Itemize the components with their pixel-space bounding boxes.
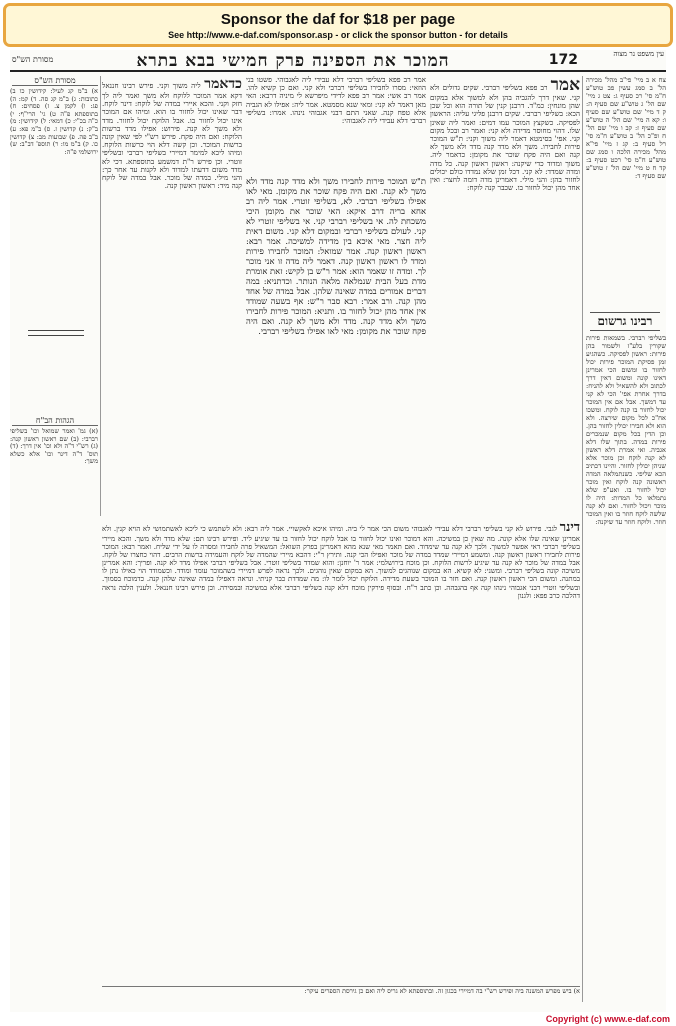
rashi-text: רב פפא בשליפי רברבי. שקים גדולים ולא קני. שאין דרך להגביה בהן ולא למשוך אלא במקום שהן מונחין: כמ"ד. דרבנן קנין של תורה הוא וכל שכן הכא: בשליפי רברבי. שקים דרבנן פליגי עליה: הראשון לפסיקה. כשקצץ המוכר עמו דמים: ואמר ליה שאינן שלו. דהוי מחוסר מדידה ולא קני: ואמר רב ובכל מקום קני. אפי' בסימטא דאמר ליה משוך וקני: ת"ש המוכר פירות לחבירו. משך ולא מדד קנה מדד ולא משך לא קנה ואם היה פקח שוכר את מקומן: כדאמר ליה. משוך ומדוד כדי שיקנה: ראשון ראשון קנה. כל מדה ומדה שמדד: לא קני. דכל זמן שלא נמדדו כולם יכולים לחזור בהן: והני מילי. דאמרינן מדה דומה לחצר: ואין אחד מהן יכול לחזור בו. שכבר קנה לוקח: xyxy=(430,83,580,193)
ein-mishpat-column: צח א ב מיי' פי"ב מהל' מכירה הל' ב סמג עשין פב טוש"ע ח"מ סי' רכ סעיף ג: צט ג מיי' שם הל' ג טוש"ע שם סעיף ה: ק ד מיי' שם טוש"ע שם סעיף ו: קא ה מיי' שם הל' ה טוש"ע שם סעיף ז: קב ו מיי' שם הל' ח ופ"כ הל' ב טוש"ע ח"מ סי' רל סעיף ב: קג ז מיי' פי"א מהל' מכירה הלכה ו סמג שם טוש"ע ח"מ סי' רכט סעיף ב: קד ח ט מיי' שם הל' ז טוש"ע שם סעיף ד: xyxy=(586,76,666,180)
page-title: המוכר את הספינה פרק חמישי בבא בתרא xyxy=(136,51,450,71)
gemara-top-text: אמר רב פפא בשליפי רברבי דלא עבידי ליה לאגבוהי. פשטו בני הוזאי: מסרו לחבירו בשליפי רברבי ולא קני. ואם כן קשיא להו. אמר רב אשי: אמר רב פפא לדידי מיפרשא לי מיניה דרבא: האי מאן דאמר לא קני: ומאי שנא מסמטא. אמר ליה: אפילו לא הגביה אלא טפח קנה. שאני התם דבני אגבוהי נינהו. אמרו: בשליפי רברבי דלא עבידי ליה לאגבוהי: xyxy=(246,76,426,126)
hagahot-column: (א) גמ' ואמר שמואל וכו' בשליפי רברבי: (ב) שם ראשון ראשון קנה: (ג) רש"י ד"ה ולא וכו' אין דרך: (ד) תוס' ד"ה דינר וכו' אלא כשלא משך: xyxy=(10,428,98,466)
rabbenu-gershom-heading: רבינו גרשום xyxy=(590,312,660,331)
lower-lead-word: דינר xyxy=(559,520,580,535)
page-header xyxy=(10,50,666,72)
sponsor-subtitle: See http://www.e-daf.com/sponsor.asp - or click the sponsor button - for details xyxy=(168,30,508,40)
sponsor-title: Sponsor the daf for $18 per page xyxy=(220,11,456,28)
page-number: 172 xyxy=(548,52,578,68)
masoret-column: א) ב"מ קג לעיל: קידושין כו ב) כתובות: ג) ב"מ קג סה. ד) קמ: ה) פג: ו) לקמן צ. ז) פסחים: ח) בתוספתא פ"ה ט) גי' הרי"ף: י) כ"ה בכ"י: כ) דמאי: ל) קידושין: מ) ב"ק: נ) קדושין ז. ס) ב"מ פא: ע) ב"ב פה. פ) שבועות מב: צ) קדושין כו. ק) ב"מ מו: ר) תוספ' דב"ב: ש) ירושלמי פ"ה: xyxy=(10,88,98,156)
rabbenu-gershom-column: בשליפי רברבי. בשמאות פירות שקורין בלע"ז ולשמור בהן פירות: ראשון לפסיקה. כשהגיע זמן פסיקת המוכר פירות יכול לחזור בו ומשום הכי אמרינן דאינו קונה ומשום דאין דרך לכתוב ולא להשאיל ולא להניח: בדרך אחרת אפי' הכי לא קני עד דמשך. אבל אם אין המוכר יכול לחזור בו קנה לוקח. ומשכו אח"כ לכל מקום שירצה. ולא הוא ולא חבירו יכולין לחזור בהן. וכן הדין בכל מקום שנמכרים פירות במדה. בתוך שלו דלא אגביה. ואי אמרת דלא ראשון לא קנה לוקח וכן מוכר אלא שניהן יכולין לחזור. והיינו דכתיב הכא שליפי. כשנתמלאה המדה ראשונה קנה לוקח ואין מוכר יכול לחזור בו. ואע"פ שלא נתמלאו כל המדות: היה לו מוכר ויכול לחזור. ואם לא קנה שלשה לוקח חוזר בו ואין המוכר חוזר. ולוקח חוזר עד שיקנה: xyxy=(586,334,666,526)
lower-commentary xyxy=(102,520,580,982)
rashi-column xyxy=(430,76,580,516)
hagahot-heading: הגהות הב"ח xyxy=(12,416,98,426)
column-divider xyxy=(100,76,101,516)
tosafot-column xyxy=(102,76,242,516)
masoret-heading: מסורת הש"ס xyxy=(12,76,98,86)
ein-mishpat-header: עין משפט נר מצוה xyxy=(613,50,664,58)
ornament-divider xyxy=(28,330,84,336)
footnote: א) ביש מפרש המשנה ביה ופירש רש"י בה דמיירי בכגון זה. ובתוספתא לא גריס ליה ואם כן גירסת הספרים עיקר: xyxy=(102,986,580,1006)
tosafot-lead-word: כדאמר xyxy=(204,76,242,92)
gemara-text: ת"ש המוכר פירות לחבירו משך ולא מדד קנה מדד ולא משך לא קנה. ואם היה פקח שוכר את מקומן. מאי לאו אפילו בשליפי רברבי. לא, בשליפי זוטרי. אמר ליה רב אחא בריה דרב איקא: האי שוכר את מקומן היכי משכחת לה. אי בשליפי רברבי קני. אי בשליפי זוטרי לא קני. לעולם בשליפי רברבי ובמקום דלא קני. משום דאית ליה חצר. מאי איכא בין מדידה למשיכה. אמר רבא: ראשון ראשון קנה. אמר שמואל: המוכר לחבירו פירות ומדד לו ראשון ראשון קנה. דאמר ליה מדה זו אני מוכר לך. ומדה זו שאמר הוא: אמר ר"ש בן לקיש: זאת אומרת מדת בעל הבית שנמלאה מלאה הנותר. וכדתניא: במה דברים אמורים במדה שאינה שלהן. אבל במדה של אחד מהן קנה. ורב אמר: רבא סבר ר"ש: אף בשעה שמודד אין אחד מהן יכול לחזור בו. ותניא: המוכר פירות לחבירו משך ולא מדד קנה. מדד ולא משך לא קנה. ואם היה פקח שוכר את מקומן: מאי לאו אפילו בשליפי רברבי. xyxy=(246,176,426,336)
column-divider xyxy=(582,76,583,1002)
masoret-header: מסורת הש"ס xyxy=(12,55,54,64)
rashi-lead-word: אמר xyxy=(550,76,580,95)
sponsor-banner[interactable] xyxy=(3,3,673,47)
tosafot-text: ליה משוך וקני. פירש רבינו חננאל דקא אמר המוכר ללוקח ולא משך ואמר ליה לך חזק וקני. והכא איירי במדה של לוקח: דינר לוקח. דבר שאינו יכול לחזור בו הוא. ומיהו אם המוכר אינו יכול לחזור בו. אבל הלוקח יכול לחזור. מדד ולא משך לא קנה. פירוש: אפילו מדד ברשות הלוקח: ואם היה פקח. פירש רש"י לפי שאין קונה ברשות המוכר. וכן קשה דלא הוי כרשות הלוקח. ומיהו ליכא למימר דמיירי בשליפי רברבי ובשליפי זוטרי. וכן פירש ר"ת דמשמע בתוספתא. דכי לא מדד משום דדעתו למדוד ולא לקנות עד אחר כך: והני מילי. במדה של מוכר. אבל במדה של לוקח קנה מיד: ראשון ראשון קנה. xyxy=(102,81,242,191)
lower-text: לגבי. פירוש לא קני בשליפי רברבי דלא עבידי לאגבוהי משום הכי אמר לי ביה. ומיהו איכא לאקשויי. אמר ליה רבא: ולא לשתמש כי ליכא לאשתמושי לא הויא קנין. ולא אמרינן שאינה שלו אלא קונה. מה שאין כן במשיכה. והא דמוכר ואינו יכול לחזור בו אבל לוקח יכול לחזור בו עד שיגיע ליד. ופירש רבינו תם: שלא מדד ולא משך. והכא מיירי בשליפי רברבי דאי אפשר למשוך. ולכך לא קנה עד שימדוד. ואם תאמר מאי שנא מהא דאמרינן בפרק השואל: המשאיל פרה לחבירו ומסרה לו על ידי שליח. ואמר רבא: המוכר פירות לחבירו ראשון ראשון קנה. ומשמע דמיירי שמדד במדה של מוכר ואפילו הכי קנה. ותירץ ר"י: דהכא מיירי שהמדה של לוקח והעמידה ברשות הרבים. דהוי כחצרו של לוקח. אבל במדה של מוכר לא קנה עד שיגיע לרשות הלוקח. וכן מוכח בירושלמי: אמר ר' יוחנן: והוא שמדד בשליפי זוטרי. אבל בשליפי רברבי אפילו מדד לא קנה. ופריך: והא אמרינן משיכה קונה בשליפי רברבי. ומשני: לא קשיא. הא במקום שנוהגים למשוך. הא במקום שאין נוהגים. ולכך נראה לפרש דמיירי כשהמוכר עומד ומודד. וכשמודד הוי כאילו נתן לו במתנה. ומשום הכי ראשון ראשון קנה. ואם חזר בו המוכר בשעת מדידה. הלוקח יכול לומר לו: מה שמדדת כבר קניתי. ונראה דאפילו במדה שאינה שלהן קנה. כדמוכח בסמוך. ובשליפי זוטרי דבני אגבוהי נינהו קנה אף בהגבהה. וכן כתב ר"ח. ובסוף פירקין מוכח דלא קנה בשליפי רברבי אלא במשיכה ובמסירה. וכן פירש רבינו חננאל. ולענין הלכה נראה דהלכה כרב פפא: xyxy=(102,525,580,600)
lower-trailer: ולגנון xyxy=(517,591,532,600)
copyright-link[interactable]: Copyright (c) www.e-daf.com xyxy=(545,1014,670,1024)
talmud-page xyxy=(10,50,666,1012)
